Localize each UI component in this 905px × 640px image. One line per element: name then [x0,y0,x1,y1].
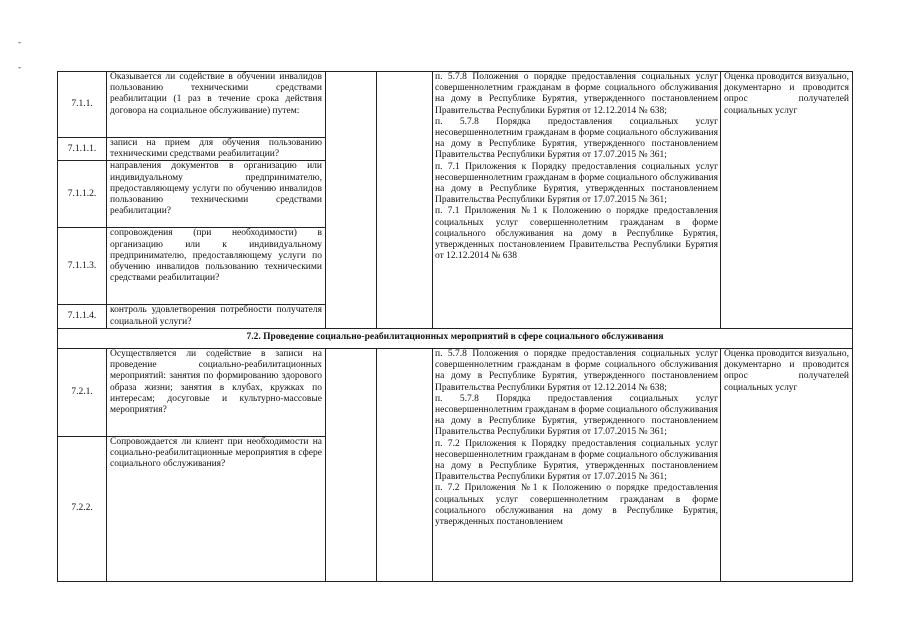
question-cell: контроль удовлетворения потребности получателя социальной услуги? [107,305,326,328]
row-number: 7.1.1.2. [58,161,107,228]
empty-cell [377,72,433,329]
question-cell: Осуществляется ли содействие в записи на проведение социально-реабилитационных мероприятий: занятия по формированию здорового образа жизни; занятия в клубах, кружках по интересам; досуговые и культурно-массовые мероприятия? [107,349,326,437]
row-number: 7.1.1.3. [58,228,107,305]
question-cell: направления документов в организацию или индивидуальному предпринимателю, предоставляющему услуги по обучению инвалидов пользованию техническими средствами реабилитации? [107,161,326,228]
empty-cell [326,349,377,582]
reference-text: п. 7.1 Приложения к Порядку предоставления социальных услуг несовершеннолетним гражданам в форме социального обслуживания на дому в Республике Бурятия, утвержденных постановлением Правительства Республики Бурятия от 17.07.2015 № 361; [435,161,718,206]
row-number: 7.2.1. [58,349,107,437]
reference-text: п. 5.7.8 Положения о порядке предоставления социальных услуг совершеннолетним гражданам в форме социального обслуживания на дому в Республике Бурятия, утвержденного постановлением Правительства Республики Бурятия от 12.12.2014 № 638; [435,349,718,393]
reference-text: п. 5.7.8 Положения о порядке предоставления социальных услуг совершеннолетним гражданам в форме социального обслуживания на дому в Республике Бурятия, утвержденного постановлением Правительства Республики Бурятия от 12.12.2014 № 638; [435,72,718,116]
regulation-table [57,71,853,582]
question-cell: Оказывается ли содействие в обучении инвалидов пользованию техническими средствами реабилитации (1 раз в течение срока действия договора на социальное обслуживание) путем: [107,72,326,138]
question-cell: сопровождения (при необходимости) в организацию или к индивидуальному предпринимателю, предоставляющему услуги по обучению инвалидов пользованию техническими средствами реабилитации? [107,228,326,305]
question-cell: Сопровождается ли клиент при необходимости на социально-реабилитационные мероприятия в сфере социального обслуживания? [107,437,326,582]
table-row [58,72,853,138]
row-number: 7.2.2. [58,437,107,582]
empty-cell [377,349,433,582]
section-header-row [58,328,853,348]
row-number: 7.1.1.4. [58,305,107,328]
row-number: 7.1.1.1. [58,138,107,161]
reference-text: п. 7.2 Приложения к Порядку предоставления социальных услуг несовершеннолетним гражданам в форме социального обслуживания на дому в Республике Бурятия, утвержденных постановлением Правительства Республики Бурятия от 17.07.2015 № 361; [435,438,718,483]
reference-cell [433,72,721,329]
reference-text: п. 7.2 Приложения №1 к Положению о порядке предоставления социальных услуг совершеннолетним гражданам в форме социального обслуживания на дому в Республике Бурятия, утвержденных постановлением [435,483,718,528]
reference-text: п. 5.7.8 Порядка предоставления социальных услуг несовершеннолетним гражданам в форме социального обслуживания на дому в Республике Бурятия, утвержденного постановлением Правительства Республики Бурятия от 17.07.2015 № 361; [435,393,718,438]
method-cell: Оценка проводится визуально, документарно и проводится опрос получателей социальных услуг [721,72,853,329]
method-cell: Оценка проводится визуально, документарно и проводится опрос получателей социальных услуг [721,349,853,582]
question-cell: записи на прием для обучения пользованию техническими средствами реабилитации? [107,138,326,161]
page-mark: - [18,37,21,47]
reference-text: п. 5.7.8 Порядка предоставления социальных услуг несовершеннолетним гражданам в форме социального обслуживания на дому в Республике Бурятия, утвержденного постановлением Правительства Республики Бурятия от 17.07.2015 № 361; [435,116,718,161]
row-number: 7.1.1. [58,72,107,138]
page-mark: - [18,62,21,72]
section-title: 7.2. Проведение социально-реабилитационных мероприятий в сфере социального обслуживания [58,328,853,348]
empty-cell [326,72,377,329]
table-row [58,349,853,437]
reference-text: п. 7.1 Приложения №1 к Положению о порядке предоставления социальных услуг совершеннолетним гражданам в форме социального обслуживания на дому в Республике Бурятия, утвержденных постановлением Правительства Республики Бурятия от 12.12.2014 № 638 [435,206,718,262]
reference-cell [433,349,721,582]
